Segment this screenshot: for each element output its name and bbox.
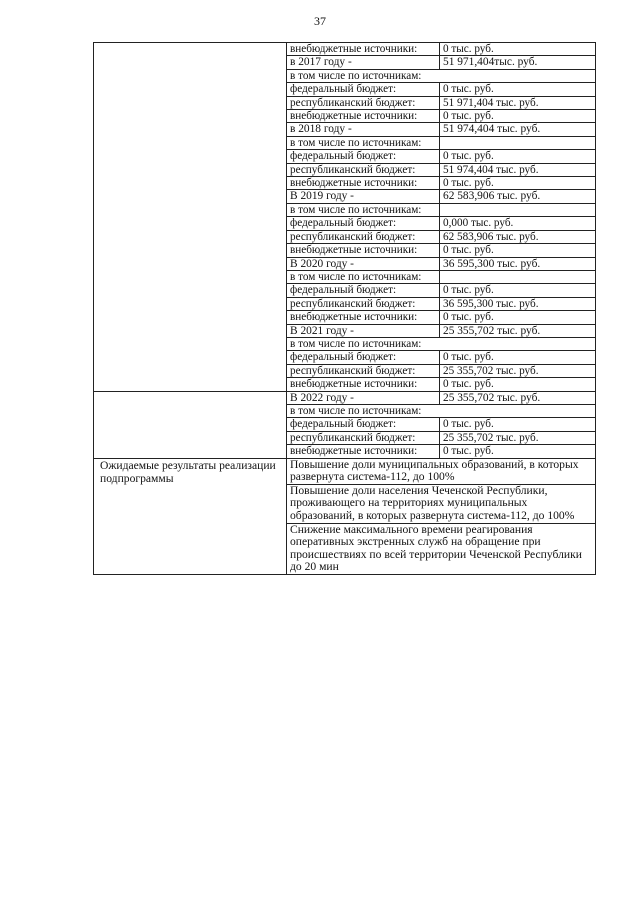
amount-value: 0 тыс. руб.	[440, 284, 596, 297]
source-label: В 2019 году -	[287, 190, 440, 203]
source-label: в том числе по источникам:	[287, 136, 440, 149]
source-label: республиканский бюджет:	[287, 431, 440, 444]
source-label: внебюджетные источники:	[287, 311, 440, 324]
financing-table-body	[94, 43, 596, 575]
source-label: В 2022 году -	[287, 391, 440, 404]
source-label: внебюджетные источники:	[287, 177, 440, 190]
source-label: внебюджетные источники:	[287, 244, 440, 257]
source-label: федеральный бюджет:	[287, 217, 440, 230]
amount-value: 0 тыс. руб.	[440, 83, 596, 96]
amount-value: 0 тыс. руб.	[440, 244, 596, 257]
amount-value: 62 583,906 тыс. руб.	[440, 190, 596, 203]
amount-value: 51 974,404 тыс. руб.	[440, 123, 596, 136]
amount-value: 0 тыс. руб.	[440, 110, 596, 123]
result-row	[94, 458, 596, 484]
amount-value	[440, 136, 596, 149]
source-label: внебюджетные источники:	[287, 445, 440, 458]
result-text: Повышение доли муниципальных образований, в которых развернута система-112, до 100%	[287, 458, 596, 484]
amount-value: 51 974,404 тыс. руб.	[440, 163, 596, 176]
amount-value: 0 тыс. руб.	[440, 150, 596, 163]
sources-caption: в том числе по источникам:	[287, 69, 596, 82]
amount-value: 0 тыс. руб.	[440, 43, 596, 56]
amount-value: 51 971,404тыс. руб.	[440, 56, 596, 69]
amount-value: 25 355,702 тыс. руб.	[440, 391, 596, 404]
amount-value	[440, 203, 596, 216]
amount-value: 25 355,702 тыс. руб.	[440, 431, 596, 444]
amount-value: 0 тыс. руб.	[440, 177, 596, 190]
source-label: республиканский бюджет:	[287, 163, 440, 176]
sources-caption: в том числе по источникам:	[287, 337, 596, 350]
amount-value: 0 тыс. руб.	[440, 418, 596, 431]
page-number: 37	[314, 14, 326, 28]
amount-value: 0,000 тыс. руб.	[440, 217, 596, 230]
amount-value: 25 355,702 тыс. руб.	[440, 364, 596, 377]
amount-value: 51 971,404 тыс. руб.	[440, 96, 596, 109]
table-row	[94, 391, 596, 404]
amount-value: 25 355,702 тыс. руб.	[440, 324, 596, 337]
expected-results-label: Ожидаемые результаты реализации подпрограммы	[94, 458, 287, 574]
result-text: Снижение максимального времени реагирования оперативных экстренных служб на обращение при происшествиях по всей территории Чеченской Республики до 20 мин	[287, 523, 596, 574]
amount-value: 0 тыс. руб.	[440, 445, 596, 458]
source-label: В 2021 году -	[287, 324, 440, 337]
source-label: федеральный бюджет:	[287, 150, 440, 163]
source-label: республиканский бюджет:	[287, 230, 440, 243]
left-column-cell	[94, 43, 287, 392]
source-label: федеральный бюджет:	[287, 284, 440, 297]
source-label: республиканский бюджет:	[287, 297, 440, 310]
amount-value: 0 тыс. руб.	[440, 351, 596, 364]
source-label: В 2020 году -	[287, 257, 440, 270]
result-text: Повышение доли населения Чеченской Республики, проживающего на территориях муниципальных образований, в которых развернута система-112, до 100%	[287, 484, 596, 523]
amount-value: 62 583,906 тыс. руб.	[440, 230, 596, 243]
source-label: в том числе по источникам:	[287, 203, 440, 216]
source-label: республиканский бюджет:	[287, 96, 440, 109]
source-label: в 2017 году -	[287, 56, 440, 69]
source-label: федеральный бюджет:	[287, 351, 440, 364]
source-label: в 2018 году -	[287, 123, 440, 136]
amount-value: 0 тыс. руб.	[440, 378, 596, 391]
left-column-cell	[94, 391, 287, 458]
amount-value: 0 тыс. руб.	[440, 311, 596, 324]
source-label: внебюджетные источники:	[287, 378, 440, 391]
sources-caption: в том числе по источникам:	[287, 404, 596, 417]
amount-value: 36 595,300 тыс. руб.	[440, 257, 596, 270]
amount-value	[440, 270, 596, 283]
source-label: республиканский бюджет:	[287, 364, 440, 377]
source-label: внебюджетные источники:	[287, 110, 440, 123]
source-label: федеральный бюджет:	[287, 418, 440, 431]
amount-value: 36 595,300 тыс. руб.	[440, 297, 596, 310]
source-label: в том числе по источникам:	[287, 270, 440, 283]
source-label: внебюджетные источники:	[287, 43, 440, 56]
source-label: федеральный бюджет:	[287, 83, 440, 96]
financing-table	[93, 42, 596, 575]
table-row	[94, 43, 596, 56]
